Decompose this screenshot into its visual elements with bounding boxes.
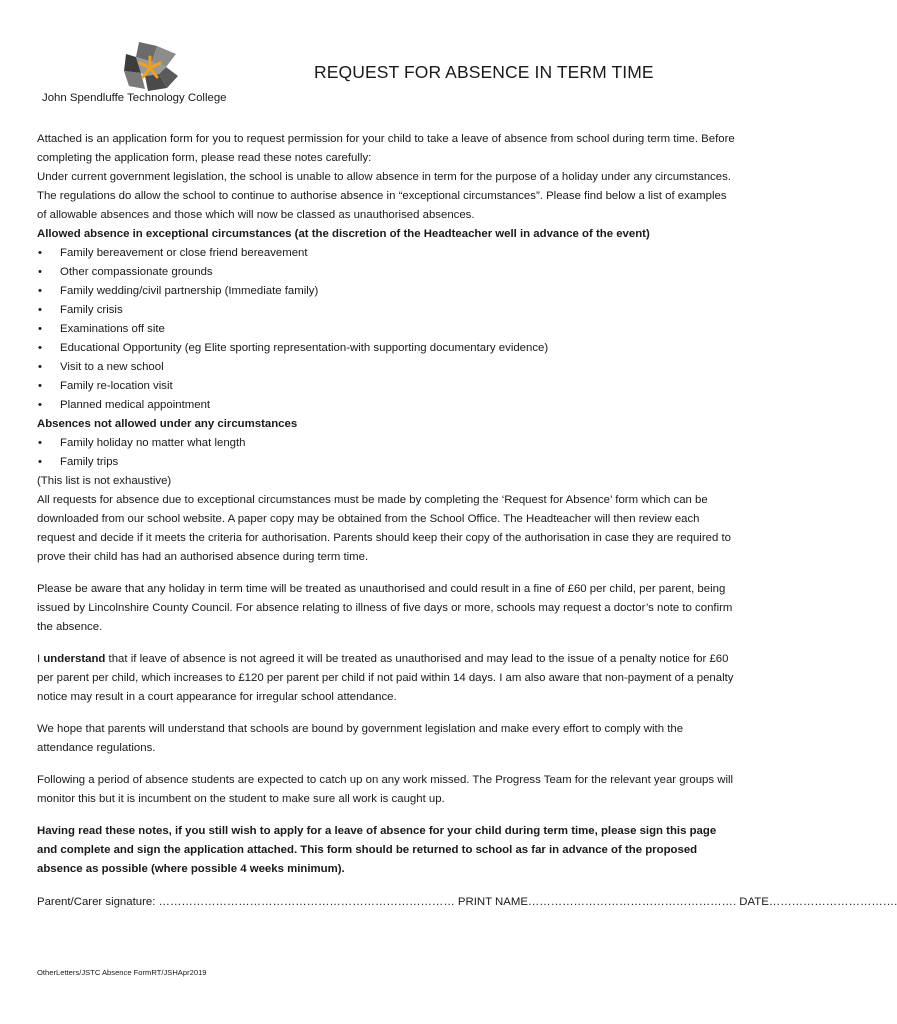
catchup-paragraph: Following a period of absence students are expected to catch up on any work missed. The Progress Team for the relevant year groups will monitor this but it is incumbent on the student to make sure all work is caught up.: [37, 774, 734, 805]
list-item: • Family trips: [37, 453, 737, 472]
list-item: • Examinations off site: [37, 320, 737, 339]
list-item: • Family re-location visit: [37, 377, 737, 396]
closing-paragraph: [37, 822, 737, 879]
not-allowed-list: [37, 434, 737, 472]
list-item: • Educational Opportunity (eg Elite sporting representation-with supporting documentary evidence): [37, 339, 737, 358]
logo-tile: [124, 71, 145, 89]
list-item: • Other compassionate grounds: [37, 263, 737, 282]
allowed-heading: [37, 225, 737, 244]
not-allowed-heading: [37, 415, 737, 434]
requests-paragraph: All requests for absence due to exceptional circumstances must be made by completing the ‘Request for Absence’ form which can be downloaded from our school website. A paper copy may be obtained from the School Office. The Headteacher will then review each request and decide if it meets the criteria for authorisation. Parents should keep their copy of the authorisation in case they are required to prove their child has had an authorised absence during term time.: [37, 494, 731, 563]
list-item: • Family crisis: [37, 301, 737, 320]
list-item: • Family wedding/civil partnership (Immediate family): [37, 282, 737, 301]
allowed-heading-text: Allowed absence in exceptional circumstances (at the discretion of the Headteacher well in advance of the event): [37, 228, 650, 240]
footer-reference: OtherLetters/JSTC Absence FormRT/JSHApr2019: [37, 968, 207, 977]
list-item: • Visit to a new school: [37, 358, 737, 377]
signature-line: Parent/Carer signature: …………………………………………………………………… PRINT NAME………………………………………………. DATE…………………………….: [37, 896, 897, 908]
closing-text: Having read these notes, if you still wish to apply for a leave of absence for your child during term time, please sign this page and complete and sign the application attached. This form should be returned to school as far in advance of the proposed absence as possible (where possible 4 weeks minimum).: [37, 825, 717, 875]
page-title: REQUEST FOR ABSENCE IN TERM TIME: [314, 62, 654, 82]
allowed-list: [37, 244, 737, 415]
understand-paragraph: [37, 650, 737, 707]
legislation-paragraph: Under current government legislation, the school is unable to allow absence in term for the purpose of a holiday under any circumstances. The regulations do allow the school to continue to authorise absence in “exceptional circumstances”. Please find below a list of examples of allowable absences and those which will now be classed as unauthorised absences.: [37, 171, 731, 221]
understand-prefix: I: [37, 653, 44, 665]
understand-bold: understand: [43, 653, 106, 665]
college-name: John Spendluffe Technology College: [42, 92, 227, 104]
list-item: • Family bereavement or close friend bereavement: [37, 244, 737, 263]
intro-paragraph: Attached is an application form for you to request permission for your child to take a leave of absence from school during term time. Before completing the application form, please read these notes carefully:: [37, 133, 735, 164]
college-logo: [121, 40, 179, 92]
list-item: • Family holiday no matter what length: [37, 434, 737, 453]
understand-rest: that if leave of absence is not agreed it will be treated as unauthorised and may lead to the issue of a penalty notice for £60 per parent per child, which increases to £120 per parent per child if not paid within 14 days. I am also aware that non-payment of a penalty notice may result in a court appearance for irregular school attendance.: [37, 653, 734, 703]
hope-paragraph: We hope that parents will understand that schools are bound by government legislation and make every effort to comply with the attendance regulations.: [37, 723, 684, 754]
fine-paragraph: Please be aware that any holiday in term time will be treated as unauthorised and could result in a fine of £60 per child, per parent, being issued by Lincolnshire County Council. For absence relating to illness of five days or more, schools may request a doctor’s note to confirm the absence.: [37, 583, 733, 633]
list-item: • Planned medical appointment: [37, 396, 737, 415]
list-note: (This list is not exhaustive): [37, 475, 172, 487]
document-body: [37, 130, 897, 912]
not-allowed-heading-text: Absences not allowed under any circumstances: [37, 418, 298, 430]
